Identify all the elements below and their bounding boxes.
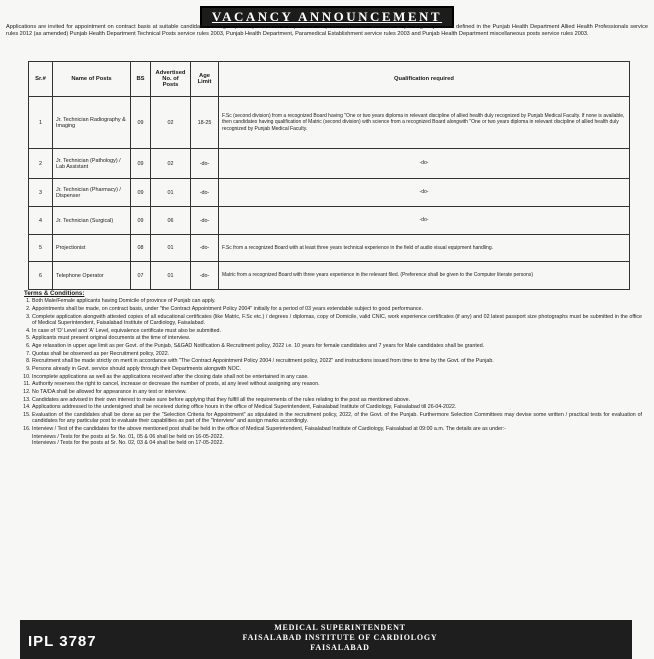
- cell-sr: 5: [29, 235, 53, 262]
- term-item: 5. Applicants must present original documents at the time of interview.: [32, 335, 642, 341]
- cell-post: Jr. Technician (Pharmacy) / Dispenser: [53, 179, 131, 207]
- cell-num: 01: [151, 179, 191, 207]
- term-item: 15. Evaluation of the candidates shall be done as per the "Selection Criteria for Appointment" as stipulated in the recruitment policy, 2022, of the Govt. of the Punjab. Furthermore Selection Committees may devise some written / practical tests for evaluation of candidates for any particular post to evaluate their capabilities as part of the "Interview" and assign marks accordingly.: [32, 412, 642, 425]
- col-header-post: Name of Posts: [53, 62, 131, 97]
- cell-qualification: F.Sc from a recognized Board with at least three years technical experience in the field of audio visual equipment handling.: [219, 235, 630, 262]
- table-row: [29, 149, 630, 179]
- term-item: 4. In case of 'O' Level and 'A' Level, equivalence certificate must also be submitted.: [32, 328, 642, 334]
- table-header-row: [29, 62, 630, 97]
- issuer-institute: FAISALABAD INSTITUTE OF CARDIOLOGY: [242, 633, 438, 642]
- term-item: 11. Authority reserves the right to cancel, increase or decrease the number of posts, at any level without assigning any reason.: [32, 381, 642, 387]
- interview-schedule: [14, 434, 642, 447]
- page-title: VACANCY ANNOUNCEMENT: [200, 6, 454, 28]
- col-header-posts-count: Advertised No. of Posts: [151, 62, 191, 97]
- cell-age: -do-: [191, 207, 219, 235]
- term-item: 7. Quotas shall be observed as per Recruitment policy, 2022.: [32, 351, 642, 357]
- cell-num: 06: [151, 207, 191, 235]
- ad-code: IPL 3787: [28, 633, 97, 650]
- term-item: 9. Persons already in Govt. service should apply through their Departments alongwith NOC.: [32, 366, 642, 372]
- cell-post: Projectionist: [53, 235, 131, 262]
- cell-num: 02: [151, 97, 191, 149]
- cell-bs: 09: [131, 149, 151, 179]
- cell-bs: 09: [131, 97, 151, 149]
- terms-list: [14, 298, 642, 432]
- cell-bs: 08: [131, 235, 151, 262]
- term-item: 13. Candidates are advised in their own interest to make sure before applying that they fulfill all the requirements of the rules relating to the post as mentioned above.: [32, 397, 642, 403]
- term-item: 10. Incomplete applications as well as the applications received after the closing date shall not be entertained in any case.: [32, 374, 642, 380]
- table-row: [29, 207, 630, 235]
- term-item: 12. No TA/DA shall be allowed for appearance in any test or interview.: [32, 389, 642, 395]
- term-item: 14. Applications addressed to the undersigned shall be received during office hours in the office of Medical Superintendent, Faisalabad Institute of Cardiology, Faisalabad till 26-04-2022.: [32, 404, 642, 410]
- cell-age: -do-: [191, 262, 219, 290]
- interview-line: Interviews / Tests for the posts at Sr. No. 02, 03 & 04 shall be held on 17-05-2022.: [32, 440, 224, 447]
- cell-bs: 09: [131, 207, 151, 235]
- cell-sr: 4: [29, 207, 53, 235]
- cell-sr: 3: [29, 179, 53, 207]
- terms-heading: Terms & Conditions:: [24, 290, 85, 297]
- col-header-age: Age Limit: [191, 62, 219, 97]
- term-item: 2. Appointments shall be made, on contract basis, under "the Contract Appointment Policy 2004" initially for a period of 03 years extendable subject to good performance.: [32, 306, 642, 312]
- table-row: [29, 235, 630, 262]
- issuer-title: MEDICAL SUPERINTENDENT: [274, 623, 406, 632]
- cell-qualification: Matric from a recognized Board with three years experience in the relevant filed. (Preference shall be given to the Computer literate persons): [219, 262, 630, 290]
- cell-qualification: -do-: [219, 207, 630, 235]
- cell-age: -do-: [191, 179, 219, 207]
- table-row: [29, 97, 630, 149]
- table-row: [29, 262, 630, 290]
- cell-post: Telephone Operator: [53, 262, 131, 290]
- term-item: 16. Interview / Test of the candidates for the above mentioned post shall be held in the office of Medical Superintendent, Faisalabad Institute of Cardiology, Faisalabad at 09:00 a.m. The details are as under:-: [32, 426, 642, 432]
- col-header-sr: Sr.#: [29, 62, 53, 97]
- cell-post: Jr. Technician (Pathology) / Lab Assistant: [53, 149, 131, 179]
- vacancy-table: [28, 61, 630, 290]
- cell-bs: 07: [131, 262, 151, 290]
- cell-qualification: -do-: [219, 149, 630, 179]
- intro-paragraph: Applications are invited for appointment on contract basis at suitable candidates having required qualification & experience for posts mentioned hereunder as per eligibility criteria defined in the Punjab Health Department Allied Health Professionals service rules 2012 (as amended) Punjab Health Department Technical Posts service rules 2003, Punjab Health Department, Paramedical Establishment service rules 2003 and Punjab Health Department miscellaneous posts service rules 2003.: [6, 24, 648, 38]
- cell-age: -do-: [191, 235, 219, 262]
- cell-num: 01: [151, 262, 191, 290]
- term-item: 8. Recruitment shall be made strictly on merit in accordance with "The Contract Appointment Policy 2004 / recruitment policy, 2022" and instructions issued from time to time by the Govt. of the Punjab.: [32, 358, 642, 364]
- cell-num: 01: [151, 235, 191, 262]
- term-item: 3. Complete application alongwith attested copies of all educational certificates (like Matric, F.Sc etc.) / degrees / diplomas, copy of Domicile, valid CNIC, work experience certificates (if any) and 02 latest passport size photographs must be submitted in the office of Medical Superintendent, Faisalabad Institute of Cardiology, Faisalabad.: [32, 314, 642, 327]
- cell-sr: 1: [29, 97, 53, 149]
- footer-banner: [20, 620, 632, 659]
- issuer-city: FAISALABAD: [310, 643, 370, 652]
- terms-section: [14, 291, 642, 447]
- cell-age: -do-: [191, 149, 219, 179]
- col-header-qualification: Qualification required: [219, 62, 630, 97]
- col-header-bs: BS: [131, 62, 151, 97]
- cell-bs: 09: [131, 179, 151, 207]
- cell-sr: 6: [29, 262, 53, 290]
- term-item: 1. Both Male/Female applicants having Domicile of province of Punjab can apply.: [32, 298, 642, 304]
- issuer-block: [190, 623, 490, 653]
- cell-age: 18-25: [191, 97, 219, 149]
- cell-post: Jr. Technician (Surgical): [53, 207, 131, 235]
- cell-qualification: F.Sc (second division) from a recognized Board having "One or two years diploma in relevant discipline of allied health duly recognized by Punjab Medical Faculty. If none is available, then candidates having qualification of Matric (second division) with science from a recognized Board alongwith "One or two years diploma in relevant discipline of allied health duly recognized by Punjab Medical Faculty.: [219, 97, 630, 149]
- term-item: 6. Age relaxation in upper age limit as per Govt. of the Punjab, S&GAD Notification & Recruitment policy, 2022 i.e. 10 years for female candidates and 7 years for Male candidates shall be granted.: [32, 343, 642, 349]
- table-row: [29, 179, 630, 207]
- cell-post: Jr. Technician Radiography & Imaging: [53, 97, 131, 149]
- cell-sr: 2: [29, 149, 53, 179]
- interview-line: Interviews / Tests for the posts at Sr. No. 01, 05 & 06 shall be held on 16-05-2022.: [32, 433, 224, 440]
- cell-num: 02: [151, 149, 191, 179]
- cell-qualification: -do-: [219, 179, 630, 207]
